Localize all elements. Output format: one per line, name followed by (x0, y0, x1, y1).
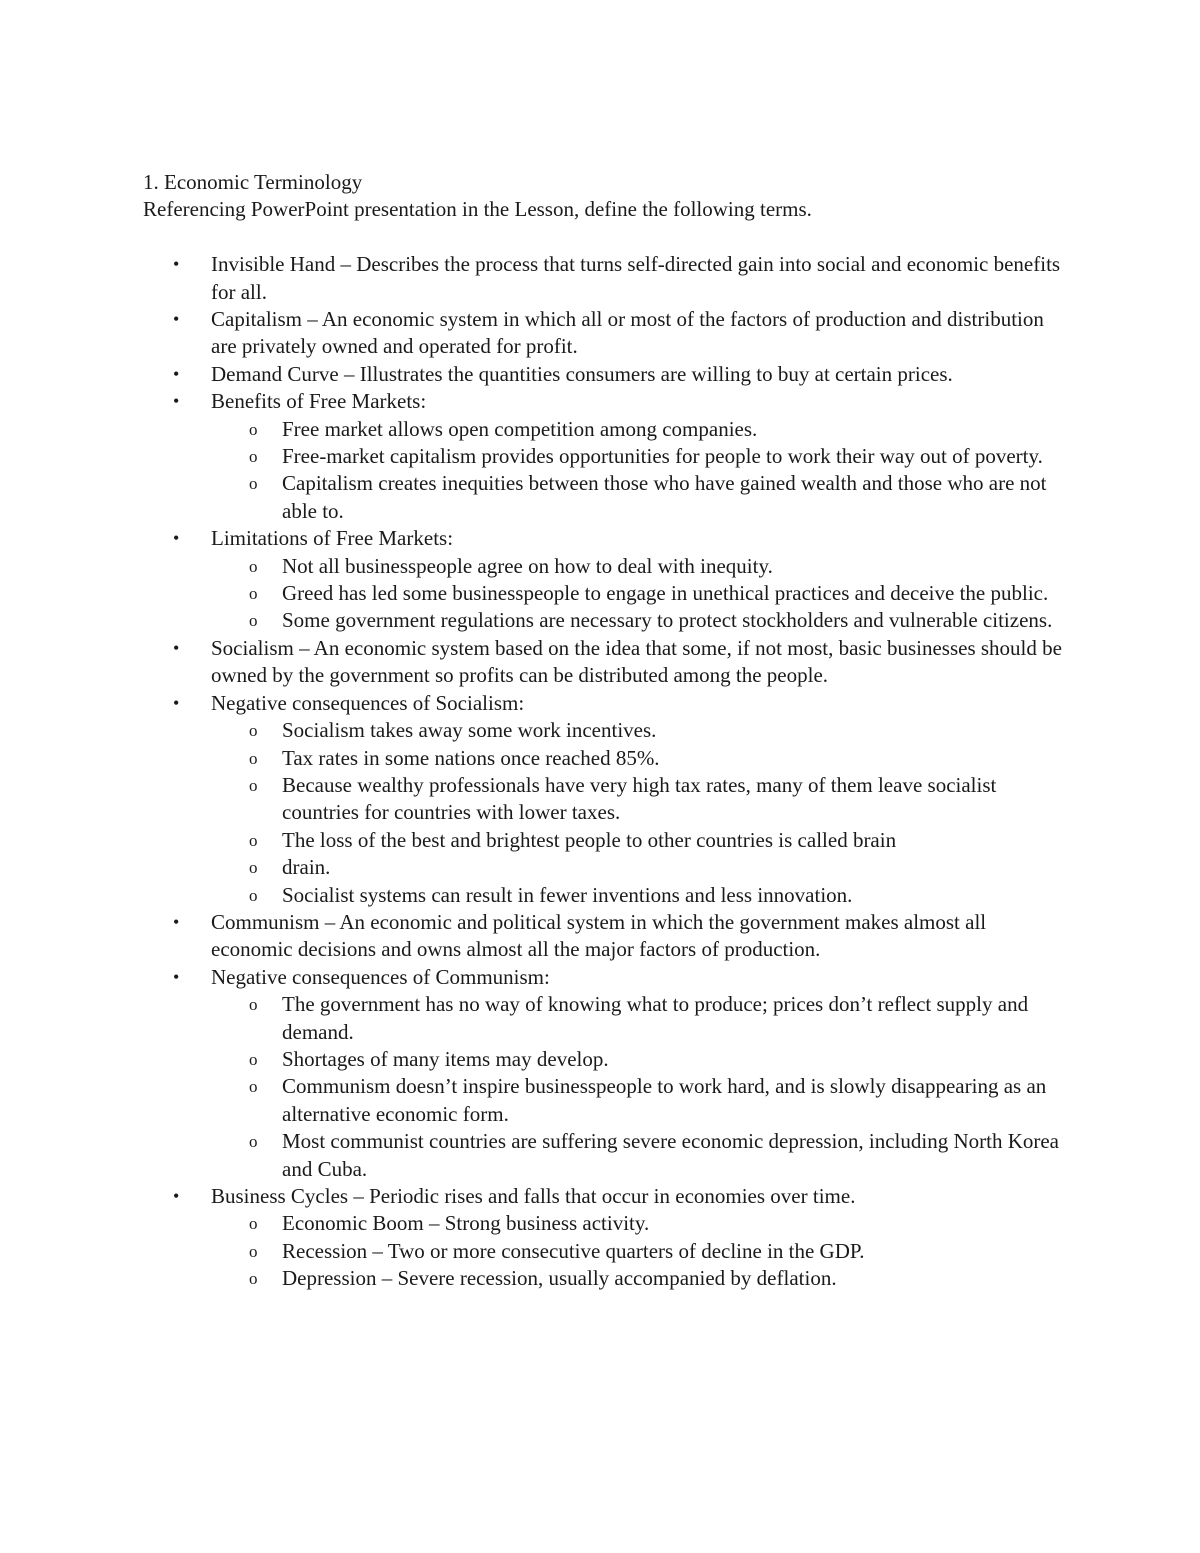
sub-list-item (211, 1073, 1063, 1128)
sub-item-text: Not all businesspeople agree on how to deal with inequity. (282, 553, 773, 578)
bullet-icon: • (173, 1186, 180, 1207)
sub-item-text: Socialist systems can result in fewer inventions and less innovation. (282, 882, 853, 907)
sub-item-text: Depression – Severe recession, usually accompanied by deflation. (282, 1266, 837, 1291)
sub-list (211, 416, 1063, 526)
bullet-icon: • (173, 363, 180, 384)
bullet-icon: • (173, 254, 180, 275)
circle-bullet-icon: o (249, 611, 258, 631)
sub-list-item (211, 443, 1063, 470)
sub-item-text: The loss of the best and brightest people to other countries is called brain (282, 827, 897, 852)
sub-item-text: Greed has led some businesspeople to engage in unethical practices and deceive the public. (282, 581, 1049, 606)
list-item (143, 1183, 1063, 1293)
list-item (143, 635, 1063, 690)
list-item (143, 525, 1063, 635)
sub-list-item (211, 991, 1063, 1046)
circle-bullet-icon: o (249, 1241, 258, 1261)
term-text: Business Cycles – Periodic rises and falls that occur in economies over time. (211, 1184, 856, 1209)
bullet-icon: • (173, 391, 180, 412)
intro-text: Referencing PowerPoint presentation in the Lesson, define the following terms. (143, 197, 812, 222)
term-text: Capitalism – An economic system in which all or most of the factors of production and distribution are privately owned and operated for profit. (211, 307, 1044, 359)
sub-list-item (211, 1046, 1063, 1073)
sub-list-item (211, 745, 1063, 772)
sub-list (211, 717, 1063, 909)
circle-bullet-icon: o (249, 885, 258, 905)
sub-list-item (211, 1238, 1063, 1265)
term-text: Demand Curve – Illustrates the quantities consumers are willing to buy at certain prices. (211, 361, 953, 386)
sub-list-item (211, 607, 1063, 634)
circle-bullet-icon: o (249, 474, 258, 494)
sub-list-item (211, 1265, 1063, 1292)
list-item (143, 361, 1063, 388)
bullet-icon: • (173, 911, 180, 932)
bullet-icon: • (173, 637, 180, 658)
circle-bullet-icon: o (249, 1132, 258, 1152)
list-item (143, 306, 1063, 361)
section-heading: 1. Economic Terminology (143, 170, 363, 194)
sub-item-text: Shortages of many items may develop. (282, 1046, 609, 1071)
circle-bullet-icon: o (249, 556, 258, 576)
sub-list-item (211, 854, 1063, 881)
term-text: Negative consequences of Communism: (211, 964, 550, 989)
list-item (143, 388, 1063, 525)
list-item (143, 690, 1063, 909)
circle-bullet-icon: o (249, 584, 258, 604)
sub-list-item (211, 580, 1063, 607)
list-item (143, 909, 1063, 964)
term-text: Socialism – An economic system based on the idea that some, if not most, basic businesses should be owned by the government so profits can be distributed among the people. (211, 635, 1062, 688)
sub-list-item (211, 416, 1063, 443)
sub-list (211, 1210, 1063, 1292)
sub-item-text: Free market allows open competition among companies. (282, 416, 758, 441)
sub-item-text: Most communist countries are suffering severe economic depression, including North Korea and Cuba. (282, 1129, 1059, 1181)
term-text: Negative consequences of Socialism: (211, 690, 525, 715)
term-text: Invisible Hand – Describes the process that turns self-directed gain into social and economic benefits for all. (211, 252, 1061, 304)
sub-item-text: Capitalism creates inequities between those who have gained wealth and those who are not able to. (282, 471, 1047, 523)
sub-list (211, 553, 1063, 635)
sub-list-item (211, 553, 1063, 580)
circle-bullet-icon: o (249, 721, 258, 741)
sub-list-item (211, 772, 1063, 827)
term-text: Benefits of Free Markets: (211, 389, 427, 414)
sub-list-item (211, 1210, 1063, 1237)
sub-list-item (211, 882, 1063, 909)
list-item (143, 251, 1063, 306)
circle-bullet-icon: o (249, 748, 258, 768)
term-text: Communism – An economic and political system in which the government makes almost all economic decisions and owns almost all the major factors of production. (211, 909, 987, 962)
sub-item-text: Free-market capitalism provides opportunities for people to work their way out of poverty. (282, 444, 1043, 469)
sub-list-item (211, 717, 1063, 744)
circle-bullet-icon: o (249, 1049, 258, 1069)
sub-item-text: Recession – Two or more consecutive quarters of decline in the GDP. (282, 1238, 865, 1263)
circle-bullet-icon: o (249, 447, 258, 467)
sub-item-text: Some government regulations are necessary to protect stockholders and vulnerable citizens. (282, 608, 1053, 633)
document-page (143, 169, 1063, 1293)
term-text: Limitations of Free Markets: (211, 526, 454, 551)
bullet-icon: • (173, 528, 180, 549)
sub-item-text: Tax rates in some nations once reached 85%. (282, 745, 660, 770)
sub-list-item (211, 1128, 1063, 1183)
circle-bullet-icon: o (249, 419, 258, 439)
sub-item-text: Socialism takes away some work incentives. (282, 718, 657, 743)
circle-bullet-icon: o (249, 1077, 258, 1097)
sub-item-text: The government has no way of knowing what to produce; prices don’t reflect supply and demand. (282, 992, 1029, 1044)
circle-bullet-icon: o (249, 775, 258, 795)
term-list (143, 251, 1063, 1292)
circle-bullet-icon: o (249, 858, 258, 878)
list-item (143, 964, 1063, 1183)
bullet-icon: • (173, 692, 180, 713)
sub-list-item (211, 470, 1063, 525)
circle-bullet-icon: o (249, 1269, 258, 1289)
sub-item-text: Because wealthy professionals have very high tax rates, many of them leave socialist countries for countries with lower taxes. (282, 772, 997, 825)
sub-list-item (211, 827, 1063, 854)
sub-item-text: Communism doesn’t inspire businesspeople to work hard, and is slowly disappearing as an alternative economic form. (282, 1074, 1047, 1126)
bullet-icon: • (173, 966, 180, 987)
circle-bullet-icon: o (249, 1214, 258, 1234)
bullet-icon: • (173, 309, 180, 330)
circle-bullet-icon: o (249, 995, 258, 1015)
sub-item-text: Economic Boom – Strong business activity. (282, 1211, 650, 1236)
circle-bullet-icon: o (249, 830, 258, 850)
sub-list (211, 991, 1063, 1183)
sub-item-text: drain. (282, 855, 331, 880)
